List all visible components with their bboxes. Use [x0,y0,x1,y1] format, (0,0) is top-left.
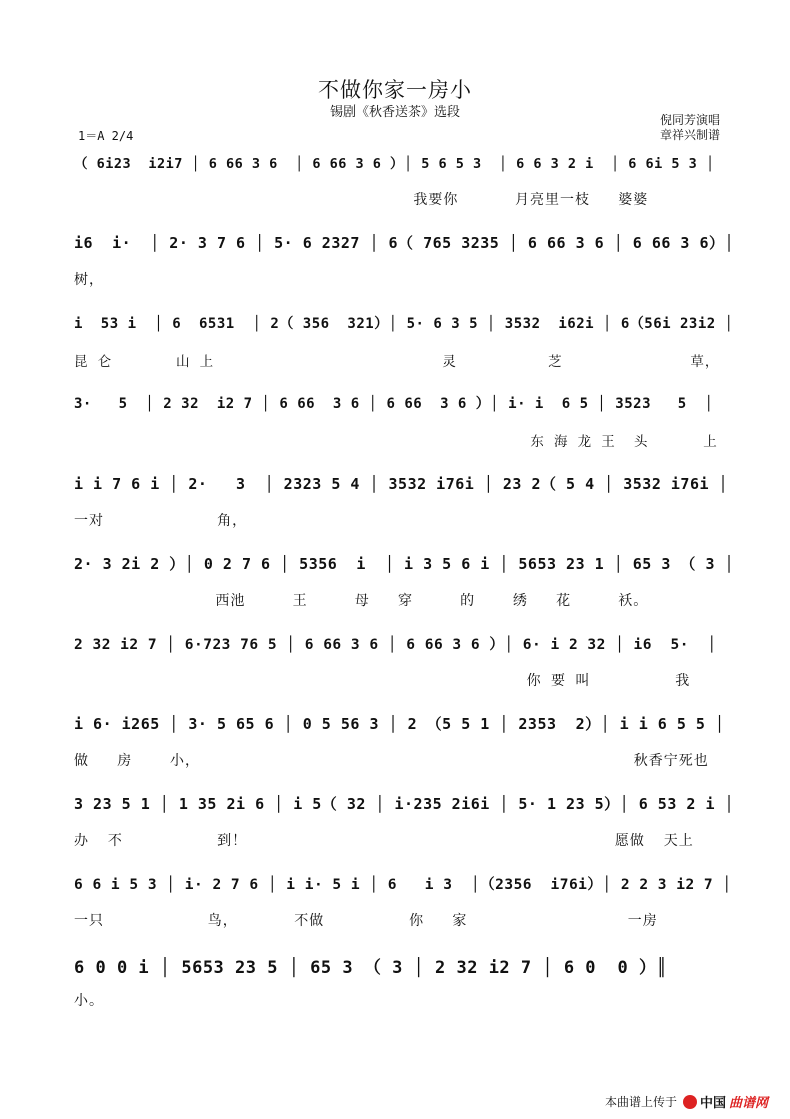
notation-line: i i 7 6 i │ 2· 3 │ 2323 5 4 │ 3532 i76i │ 23 2（ 5 4 │ 3532 i76i │ [74,475,729,493]
notation-line: i6 i· │ 2· 3 7 6 │ 5· 6 2327 │ 6（ 765 3235 │ 6 66 3 6 │ 6 66 3 6）│ [74,234,735,252]
page-subtitle: 锡剧《秋香送茶》选段 [329,105,460,120]
notation-line: 2· 3 2i 2 ）│ 0 2 7 6 │ 5356 i │ i 3 5 6 i │ 5653 23 1 │ 65 3 （ 3 │ [74,555,735,573]
notation-line: i 53 i │ 6 6531 │ 2（ 356 321）│ 5· 6 3 5 │ 3532 i62i │ 6（56i 23i2 │ [74,316,734,332]
lyric-line: 做 房 小， 秋香宁死也 [74,753,709,769]
score-row [74,393,734,455]
score-row [74,873,734,935]
lyric-line: 树， [74,272,104,288]
lyric-line: 昆 仑 山 上 灵 芝 草， [74,354,720,370]
notation-line: 2 32 i2 7 │ 6·723 76 5 │ 6 66 3 6 │ 6 66 3 6 ）│ 6· i 2 32 │ i6 5· │ [74,637,717,653]
notation-line: 6 6 i 5 3 │ i· 2 7 6 │ i i· 5 i │ 6 i 3 │（2356 i76i）│ 2 2 3 i2 7 │ [74,877,732,893]
lyric-line: 西池 王 母 穿 的 绣 花 袄。 [74,593,649,609]
score-row [74,713,734,775]
lyric-line: 东 海 龙 王 头 上 [74,434,718,450]
score-row [74,633,734,695]
notation-line: i 6· i265 │ 3· 5 65 6 │ 0 5 56 3 │ 2 （5 5 1 │ 2353 2）│ i i 6 5 5 │ [74,715,725,733]
lyric-line: 办 不 到！ 愿做 天上 [74,833,694,849]
lyric-line: 一对 角， [74,513,248,529]
score-row [74,553,734,615]
score-row [74,152,734,214]
credit-transcriber: 章祥兴制谱 [659,128,720,142]
notation-line: （ 6i23 i2i7 │ 6 66 3 6 │ 6 66 3 6 ）│ 5 6 5 3 │ 6 6 3 2 i │ 6 6i 5 3 │ [74,156,715,172]
credit-performer: 倪同芳演唱 [659,113,720,127]
lyric-line: 一只 鸟， 不做 你 家 一房 [74,913,658,929]
site-logo[interactable] [683,1092,768,1111]
lyric-line: 小。 [74,993,104,1009]
footer [605,1092,768,1111]
logo-text-red: 曲谱网 [728,1096,768,1111]
key-signature: 1＝A 2/4 [78,129,134,143]
lyric-line: 我要你 月亮里一枝 婆婆 [74,192,649,208]
score-row [74,232,734,294]
lyric-line: 你 要 叫 我 [74,673,691,689]
score-row [74,953,734,1015]
notation-line: 3 23 5 1 │ 1 35 2i 6 │ i 5（ 32 │ i·235 2i6i │ 5· 1 23 5）│ 6 53 2 i │ [74,795,735,813]
score-row [74,793,734,855]
logo-mark-icon [683,1095,697,1109]
footer-text: 本曲谱上传于 [604,1095,677,1109]
score-row [74,473,734,535]
notation-line: 3· 5 │ 2 32 i2 7 │ 6 66 3 6 │ 6 66 3 6 ）│ i· i 6 5 │ 3523 5 │ [74,396,714,412]
page-title: 不做你家一房小 [318,78,472,102]
logo-text: 中国 [699,1096,726,1111]
score-row [74,313,734,375]
notation-line: 6 0 0 i │ 5653 23 5 │ 65 3 （ 3 │ 2 32 i2 7 │ 6 0 0 ）║ [74,958,668,978]
